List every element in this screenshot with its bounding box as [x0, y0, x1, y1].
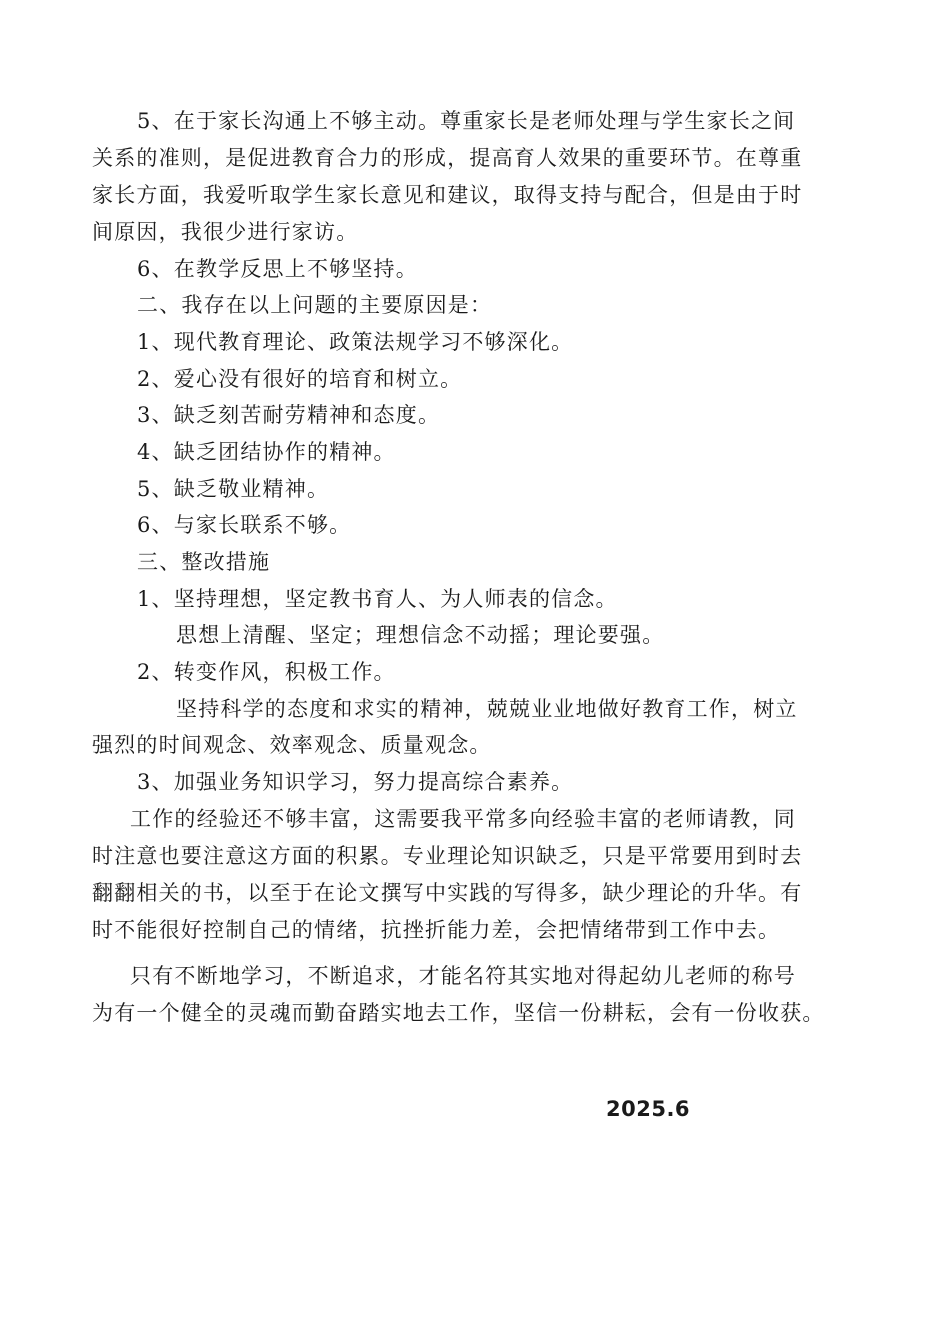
list-item: 2、转变作风，积极工作。: [137, 660, 396, 684]
list-item: 3、加强业务知识学习，努力提高综合素养。: [137, 770, 574, 794]
list-item: 5、缺乏敬业精神。: [137, 477, 330, 501]
list-item: 1、坚持理想，坚定教书育人、为人师表的信念。: [137, 587, 618, 611]
document-date: 2025.6: [606, 1097, 691, 1121]
section-heading: 二、我存在以上问题的主要原因是：: [137, 293, 493, 317]
text-line: 时不能很好控制自己的情绪，抗挫折能力差，会把情绪带到工作中去。: [92, 918, 781, 942]
list-item: 1、现代教育理论、政策法规学习不够深化。: [137, 330, 574, 354]
text-line: 只有不断地学习，不断追求，才能名符其实地对得起幼儿老师的称号: [130, 964, 796, 988]
list-item: 6、与家长联系不够。: [137, 513, 352, 537]
text-line: 坚持科学的态度和求实的精神，兢兢业业地做好教育工作，树立: [176, 697, 798, 721]
text-line: 家长方面，我爱听取学生家长意见和建议，取得支持与配合，但是由于时: [92, 183, 803, 207]
text-line: 为有一个健全的灵魂而勤奋踏实地去工作，坚信一份耕耘，会有一份收获。: [92, 1001, 825, 1025]
text-line: 关系的准则，是促进教育合力的形成，提高育人效果的重要环节。在尊重: [92, 146, 803, 170]
list-item: 3、缺乏刻苦耐劳精神和态度。: [137, 403, 441, 427]
list-item: 2、爱心没有很好的培育和树立。: [137, 367, 463, 391]
text-line: 时注意也要注意这方面的积累。专业理论知识缺乏，只是平常要用到时去: [92, 844, 803, 868]
section-heading: 三、整改措施: [137, 550, 271, 574]
text-line: 强烈的时间观念、效率观念、质量观念。: [92, 733, 492, 757]
text-line: 6、在教学反思上不够坚持。: [137, 257, 418, 281]
text-line: 思想上清醒、坚定；理想信念不动摇；理论要强。: [176, 623, 665, 647]
text-line: 间原因，我很少进行家访。: [92, 220, 359, 244]
text-line: 翻翻相关的书，以至于在论文撰写中实践的写得多，缺少理论的升华。有: [92, 881, 803, 905]
list-item: 4、缺乏团结协作的精神。: [137, 440, 396, 464]
text-line: 5、在于家长沟通上不够主动。尊重家长是老师处理与学生家长之间: [137, 109, 796, 133]
text-line: 工作的经验还不够丰富，这需要我平常多向经验丰富的老师请教，同: [130, 807, 796, 831]
